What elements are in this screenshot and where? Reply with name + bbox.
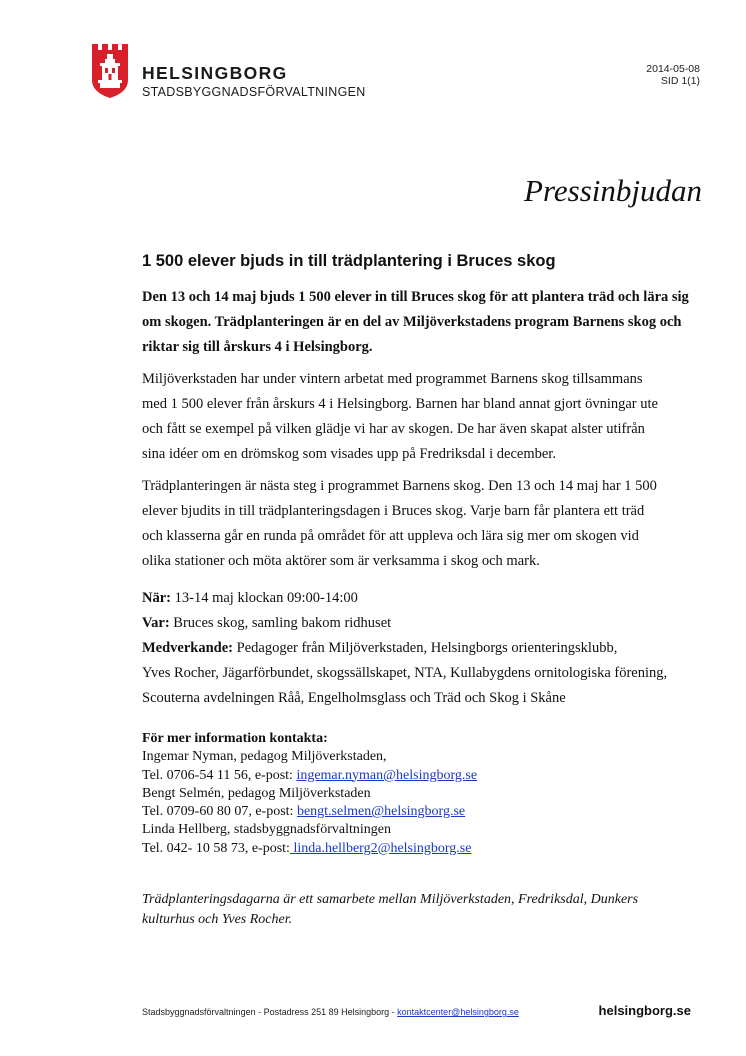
- when-label: När:: [142, 590, 171, 606]
- document-date: 2014-05-08: [646, 63, 700, 75]
- participants-label: Medverkande:: [142, 640, 234, 656]
- text-line: kulturhus och Yves Rocher.: [142, 912, 293, 927]
- contact-name: Linda Hellberg, stadsbyggnadsförvaltningen: [142, 822, 391, 838]
- event-where: [142, 611, 682, 636]
- text-line: Trädplanteringsdagarna är ett samarbete mellan Miljöverkstaden, Fredriksdal, Dunkers: [142, 892, 639, 907]
- text-line: Trädplanteringen är nästa steg i programmet Barnens skog. Den 13 och 14 maj har 1 500: [142, 478, 657, 494]
- participants-value: Pedagoger från Miljöverkstaden, Helsingborgs orienteringsklubb,: [233, 640, 618, 656]
- contact-phone: [142, 840, 477, 858]
- contact-name: Ingemar Nyman, pedagog Miljöverkstaden,: [142, 749, 387, 765]
- text-line: Scouterna avdelningen Råå, Engelholmsglass och Träd och Skog i Skåne: [142, 690, 566, 706]
- contact-name: Bengt Selmén, pedagog Miljöverkstaden: [142, 785, 371, 801]
- text-line: riktar sig till årskurs 4 i Helsingborg.: [142, 339, 373, 355]
- footer-email-link[interactable]: kontaktcenter@helsingborg.se: [397, 1007, 519, 1017]
- contact-phone: [142, 803, 477, 821]
- text-line: Miljöverkstaden har under vintern arbetat med programmet Barnens skog tillsammans: [142, 371, 643, 387]
- text-line: sina idéer om en drömskog som visades upp på Fredriksdal i december.: [142, 446, 556, 462]
- contact-phone: [142, 767, 477, 785]
- text-line: elever bjudits in till trädplanteringsdagen i Bruces skog. Varje barn får plantera ett träd: [142, 503, 645, 519]
- closing-note: [142, 890, 638, 930]
- footer-text: Stadsbyggnadsförvaltningen - Postadress 251 89 Helsingborg -: [142, 1007, 398, 1017]
- document-meta: [646, 63, 700, 87]
- headline: 1 500 elever bjuds in till trädplantering i Bruces skog: [142, 252, 556, 270]
- department-name: STADSBYGGNADSFÖRVALTNINGEN: [142, 85, 366, 99]
- when-value: 13-14 maj klockan 09:00-14:00: [171, 590, 358, 606]
- event-participants: [142, 636, 682, 661]
- phone-text: Tel. 0706-54 11 56, e-post:: [142, 767, 297, 783]
- where-label: Var:: [142, 615, 170, 631]
- text-line: med 1 500 elever från årskurs 4 i Helsingborg. Barnen har bland annat gjort övningar ute: [142, 396, 658, 412]
- where-value: Bruces skog, samling bakom ridhuset: [169, 615, 392, 631]
- document-type: Pressinbjudan: [524, 173, 702, 208]
- page-number: SID 1(1): [660, 75, 700, 87]
- body-paragraph-2: [142, 474, 682, 574]
- body-paragraph-1: [142, 367, 682, 467]
- text-line: Yves Rocher, Jägarförbundet, skogssällskapet, NTA, Kullabygdens ornitologiska förening,: [142, 665, 668, 681]
- text-line: Den 13 och 14 maj bjuds 1 500 elever in till Bruces skog för att plantera träd och lära sig: [142, 289, 689, 305]
- org-name: HELSINGBORG: [142, 63, 288, 83]
- helsingborg-logo: [92, 44, 128, 98]
- phone-text: Tel. 042- 10 58 73, e-post:: [142, 840, 290, 856]
- text-line: om skogen. Trädplanteringen är en del av Miljöverkstadens program Barnens skog och: [142, 314, 682, 330]
- lead-paragraph: [142, 285, 689, 360]
- email-link[interactable]: ingemar.nyman@helsingborg.se: [296, 767, 478, 783]
- event-when: [142, 586, 682, 611]
- text-line: olika stationer och möta aktörer som är verksamma i skog och mark.: [142, 553, 540, 569]
- text-line: och klasserna går en runda på området för att uppleva och lära sig mer om skogen vid: [142, 528, 639, 544]
- email-link[interactable]: bengt.selmen@helsingborg.se: [296, 804, 466, 820]
- footer-website: helsingborg.se: [598, 1003, 691, 1018]
- contact-heading: För mer information kontakta:: [142, 731, 328, 746]
- event-details: [142, 586, 682, 711]
- footer-address: [142, 1007, 519, 1017]
- text-line: och fått se exempel på vilken glädje vi har av skogen. De har även skapat alster utifrån: [142, 421, 645, 437]
- email-link[interactable]: linda.hellberg2@helsingborg.se: [289, 840, 472, 856]
- contact-block: [142, 730, 477, 858]
- phone-text: Tel. 0709-60 80 07, e-post:: [142, 804, 297, 820]
